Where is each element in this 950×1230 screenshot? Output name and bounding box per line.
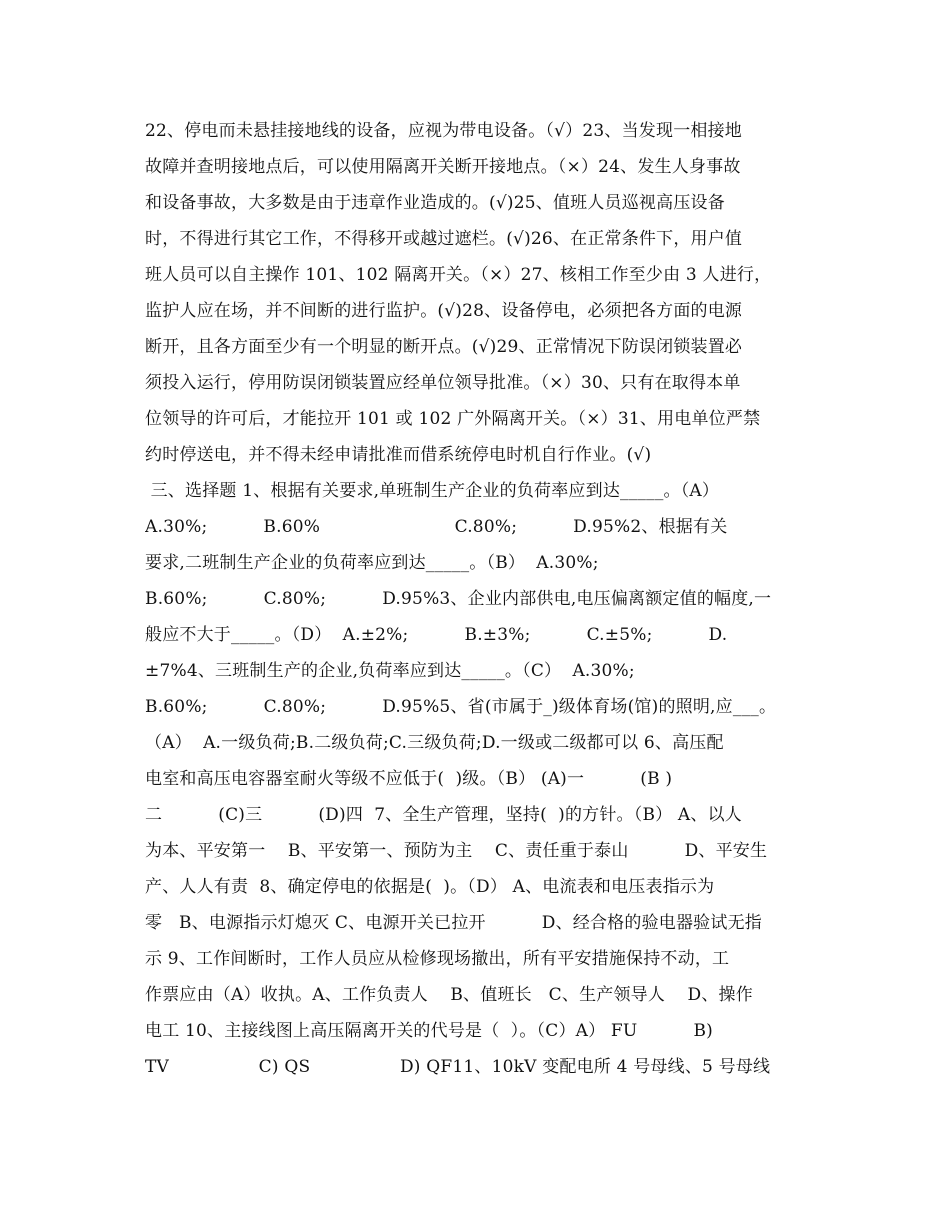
text-line: 为本、平安第一 B、平安第一、预防为主 C、责任重于泰山 D、平安生 [145, 841, 768, 861]
text-line: 监护人应在场，并不间断的进行监护。(√)28、设备停电，必须把各方面的电源 [145, 301, 743, 321]
text-line: 时，不得进行其它工作，不得移开或越过遮栏。(√)26、在正常条件下，用户值 [145, 229, 743, 249]
text-line: 故障并查明接地点后，可以使用隔离开关断开接地点。（×）24、发生人身事故 [145, 157, 741, 177]
text-line: 和设备事故，大多数是由于违章作业造成的。(√)25、值班人员巡视高压设备 [145, 193, 725, 213]
text-line: 班人员可以自主操作 101、102 隔离开关。（×）27、核相工作至少由 3 人进行， [145, 265, 772, 285]
text-line: TV C) QS D) QF11、10kV 变配电所 4 号母线、5 号母线 [145, 1057, 771, 1077]
text-line: 须投入运行，停用防误闭锁装置应经单位领导批准。（×）30、只有在取得本单 [145, 373, 741, 393]
text-line: B.60%; C.80%; D.95%5、省(市属于_)级体育场(馆)的照明,应___。 [145, 697, 777, 717]
text-line: 零 B、电源指示灯熄灭 C、电源开关已拉开 D、经合格的验电器验试无指 [145, 913, 762, 933]
text-line: 约时停送电，并不得未经申请批准而借系统停电时机自行作业。(√) [145, 445, 652, 465]
section-heading-line: 三、选择题 1、根据有关要求,单班制生产企业的负荷率应到达_____。（A） [145, 481, 720, 501]
text-line: 断开，且各方面至少有一个明显的断开点。(√)29、正常情况下防误闭锁装置必 [145, 337, 743, 357]
text-line: 电室和高压电容器室耐火等级不应低于( )级。（B） (A)一 (B ) [145, 769, 673, 789]
text-line: ±7%4、三班制生产的企业,负荷率应到达_____。（C） A.30%; [145, 661, 635, 681]
text-line: （A） A.一级负荷;B.二级负荷;C.三级负荷;D.一级或二级都可以 6、高压配 [145, 733, 724, 753]
text-line: 位领导的许可后，才能拉开 101 或 102 广外隔离开关。（×）31、用电单位严禁 [145, 409, 761, 429]
text-line: B.60%; C.80%; D.95%3、企业内部供电,电压偏离额定值的幅度,一 [145, 589, 772, 609]
text-line: 二 (C)三 (D)四 7、全生产管理，坚持( )的方针。（B） A、以人 [145, 805, 743, 825]
text-line: 要求,二班制生产企业的负荷率应到达_____。（B） A.30%; [145, 553, 599, 573]
text-line: 电工 10、主接线图上高压隔离开关的代号是（ ）。（C）A） FU B) [145, 1021, 714, 1041]
text-line: 示 9、工作间断时，工作人员应从检修现场撤出，所有平安措施保持不动，工 [145, 949, 730, 969]
text-line: 般应不大于_____。（D） A.±2%; B.±3%; C.±5%; D. [145, 625, 728, 645]
text-line: 作票应由（A）收执。A、工作负责人 B、值班长 C、生产领导人 D、操作 [145, 985, 753, 1005]
text-line: 产、人人有责 8、确定停电的依据是( )。（D） A、电流表和电压表指示为 [145, 877, 715, 897]
text-line: A.30%; B.60% C.80%; D.95%2、根据有关 [145, 517, 728, 537]
text-line: 22、停电而未悬挂接地线的设备，应视为带电设备。（√）23、当发现一相接地 [145, 121, 742, 141]
